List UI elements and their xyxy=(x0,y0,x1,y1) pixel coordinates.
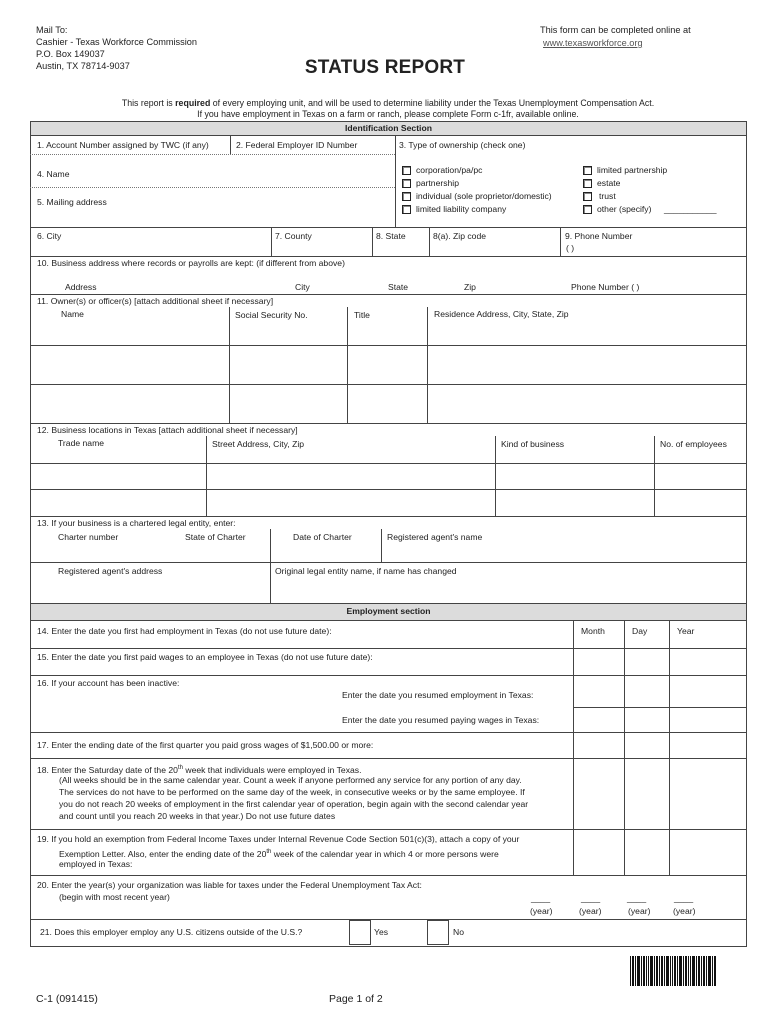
divider xyxy=(30,227,747,228)
divider xyxy=(429,227,430,257)
divider xyxy=(30,829,747,830)
charter-col-state: State of Charter xyxy=(185,532,246,542)
year-blank[interactable]: ____ xyxy=(627,893,647,903)
q19-line-3: employed in Texas: xyxy=(59,859,133,869)
year-label: (year) xyxy=(579,906,602,916)
q16-label: 16. If your account has been inactive: xyxy=(37,678,180,688)
divider xyxy=(30,489,747,490)
divider xyxy=(573,707,747,708)
divider xyxy=(230,136,231,154)
q18-superscript: th xyxy=(177,765,183,771)
field-10-label: 10. Business address where records or payrolls are kept: (if different from above) xyxy=(37,258,345,268)
owner-col-address: Residence Address, City, State, Zip xyxy=(434,309,569,319)
charter-col-date: Date of Charter xyxy=(293,532,352,542)
no-label: No xyxy=(453,927,464,937)
intro-required-bold: required xyxy=(175,98,211,108)
divider xyxy=(495,436,496,516)
q16b-label: Enter the date you resumed paying wages in Texas: xyxy=(342,715,540,725)
intro-text-part: of every employing unit, and will be used to determine liability under the Texas Unemployment Compensation Act. xyxy=(210,98,655,108)
q20-sublabel: (begin with most recent year) xyxy=(59,892,170,902)
divider xyxy=(624,758,625,829)
year-label: (year) xyxy=(530,906,553,916)
divider xyxy=(30,648,747,649)
field-6-label: 6. City xyxy=(37,231,62,241)
year-blank[interactable]: ____ xyxy=(531,893,551,903)
field-2-label: 2. Federal Employer ID Number xyxy=(236,140,358,150)
divider xyxy=(624,732,625,758)
q18-text: 18. Enter the Saturday date of the 20 xyxy=(37,764,178,775)
divider xyxy=(30,758,747,759)
divider xyxy=(573,621,574,648)
original-entity-label: Original legal entity name, if name has changed xyxy=(275,566,457,576)
owner-col-title: Title xyxy=(354,310,370,320)
field-3-label: 3. Type of ownership (check one) xyxy=(399,140,526,150)
agent-address-label: Registered agent's address xyxy=(58,566,163,576)
q18-detail-line: you do not reach 20 weeks of employment in the first calendar year of operation, begin again with the second calendar year xyxy=(59,799,529,809)
ownership-checkbox-other[interactable] xyxy=(583,205,592,214)
ownership-option-label: individual (sole proprietor/domestic) xyxy=(416,191,552,201)
q17-label: 17. Enter the ending date of the first quarter you paid gross wages of $1,500.00 or more: xyxy=(37,740,374,750)
no-checkbox[interactable] xyxy=(427,920,449,945)
identification-section-title: Identification Section xyxy=(345,123,432,133)
online-url-link[interactable]: www.texasworkforce.org xyxy=(543,38,643,48)
q19-line-1: 19. If you hold an exemption from Federal Income Taxes under Internal Revenue Code Section 501(c)(3), attach a copy of your xyxy=(37,834,520,844)
other-specify-blank[interactable]: ___________ xyxy=(664,204,717,214)
divider xyxy=(573,675,574,732)
ownership-checkbox-individual[interactable] xyxy=(402,192,411,201)
divider xyxy=(271,227,272,257)
divider xyxy=(30,562,747,563)
divider xyxy=(372,227,373,257)
divider xyxy=(30,345,747,346)
q19-text: week of the calendar year in which 4 or more persons were xyxy=(271,848,499,859)
divider xyxy=(669,675,670,732)
ownership-checkbox-trust[interactable] xyxy=(583,192,592,201)
page-title: STATUS REPORT xyxy=(304,57,466,78)
charter-col-number: Charter number xyxy=(58,532,119,542)
divider xyxy=(347,307,348,424)
field-10-city: City xyxy=(295,282,310,292)
location-col-trade-name: Trade name xyxy=(58,438,105,448)
location-col-employees: No. of employees xyxy=(660,439,727,449)
q14-year: Year xyxy=(677,626,695,636)
q14-day: Day xyxy=(632,626,648,636)
divider xyxy=(624,829,625,875)
mail-to-line: Cashier - Texas Workforce Commission xyxy=(36,37,197,47)
divider xyxy=(395,136,396,227)
year-label: (year) xyxy=(628,906,651,916)
year-blank[interactable]: ____ xyxy=(581,893,601,903)
q18-detail-line: The services do not have to be performed on the same day of the week, in consecutive weeks or by the same employee. If xyxy=(59,787,525,797)
q20-label: 20. Enter the year(s) your organization was liable for taxes under the Federal Unemployment Tax Act: xyxy=(37,880,422,890)
divider xyxy=(654,436,655,516)
location-col-kind: Kind of business xyxy=(501,439,565,449)
divider xyxy=(206,436,207,516)
ownership-checkbox-llc[interactable] xyxy=(402,205,411,214)
ownership-option-label: partnership xyxy=(416,178,459,188)
phone-parens: ( ) xyxy=(566,243,575,253)
divider xyxy=(427,307,428,424)
q21-label: 21. Does this employer employ any U.S. citizens outside of the U.S.? xyxy=(40,927,303,937)
field-8-label: 8. State xyxy=(376,231,406,241)
divider xyxy=(573,829,574,875)
ownership-checkbox-estate[interactable] xyxy=(583,179,592,188)
q18-detail-line: and count until you reach 20 weeks in that year.) Do not use future dates xyxy=(59,811,336,821)
divider xyxy=(669,648,670,675)
intro-line-2: If you have employment in Texas on a farm or ranch, please complete Form c-1fr, available online. xyxy=(197,109,579,119)
ownership-checkbox-partnership[interactable] xyxy=(402,179,411,188)
field-13-label: 13. If your business is a chartered legal entity, enter: xyxy=(37,518,236,528)
form-id: C-1 (091415) xyxy=(36,993,98,1005)
mail-to-line: Mail To: xyxy=(36,25,68,35)
yes-label: Yes xyxy=(374,927,389,937)
ownership-option-label: estate xyxy=(597,178,621,188)
q19-line-2 xyxy=(59,847,499,860)
mail-to-line: Austin, TX 78714-9037 xyxy=(36,61,130,71)
ownership-option-label: limited partnership xyxy=(597,165,668,175)
ownership-checkbox-limited-partnership[interactable] xyxy=(583,166,592,175)
divider xyxy=(30,154,395,155)
divider xyxy=(30,919,747,920)
q14-label: 14. Enter the date you first had employment in Texas (do not use future date): xyxy=(37,626,332,636)
field-7-label: 7. County xyxy=(275,231,312,241)
q14-month: Month xyxy=(581,626,605,636)
divider xyxy=(270,529,271,604)
mail-to-line: P.O. Box 149037 xyxy=(36,49,105,59)
divider xyxy=(381,529,382,562)
owner-col-name: Name xyxy=(61,309,84,319)
owner-col-ssn: Social Security No. xyxy=(235,310,308,320)
divider xyxy=(30,256,747,257)
divider xyxy=(624,675,625,732)
ownership-option-label: limited liability company xyxy=(416,204,507,214)
q18-text: week that individuals were employed in Texas. xyxy=(182,764,362,775)
divider xyxy=(30,384,747,385)
divider xyxy=(30,423,747,424)
divider xyxy=(624,621,625,648)
field-8a-label: 8(a). Zip code xyxy=(433,231,487,241)
ownership-option-label: other (specify) xyxy=(597,204,652,214)
ownership-option-label: trust xyxy=(599,191,616,201)
field-10-zip: Zip xyxy=(464,282,476,292)
q19-superscript: th xyxy=(266,849,272,855)
field-12-label: 12. Business locations in Texas [attach additional sheet if necessary] xyxy=(37,425,298,435)
page-number: Page 1 of 2 xyxy=(329,993,383,1005)
field-11-label: 11. Owner(s) or officer(s) [attach additional sheet if necessary] xyxy=(37,296,274,306)
divider xyxy=(669,621,670,648)
divider xyxy=(573,758,574,829)
field-4-label: 4. Name xyxy=(37,169,70,179)
year-blank[interactable]: ____ xyxy=(674,893,694,903)
field-10-state: State xyxy=(388,282,409,292)
q18-detail-line: (All weeks should be in the same calendar year. Count a week if anyone performed any service for any portion of any day. xyxy=(59,775,522,785)
q16a-label: Enter the date you resumed employment in Texas: xyxy=(342,690,534,700)
barcode-icon xyxy=(630,956,716,986)
field-10-phone: Phone Number ( ) xyxy=(571,282,640,292)
divider xyxy=(229,307,230,424)
field-10-address: Address xyxy=(65,282,97,292)
intro-text xyxy=(30,98,746,120)
divider xyxy=(669,758,670,829)
year-label: (year) xyxy=(673,906,696,916)
q19-text: Exemption Letter. Also, enter the ending date of the 20 xyxy=(59,848,267,859)
divider xyxy=(560,227,561,257)
divider xyxy=(30,875,747,876)
location-col-street: Street Address, City, Zip xyxy=(212,439,305,449)
divider xyxy=(30,187,395,188)
employment-section-title: Employment section xyxy=(346,606,431,616)
online-note: This form can be completed online at xyxy=(540,25,691,35)
divider xyxy=(624,648,625,675)
divider xyxy=(30,294,747,295)
intro-text-part: This report is xyxy=(121,98,176,108)
divider xyxy=(30,675,747,676)
q18-label xyxy=(37,763,361,776)
field-5-label: 5. Mailing address xyxy=(37,197,107,207)
ownership-checkbox-corporation[interactable] xyxy=(402,166,411,175)
yes-checkbox[interactable] xyxy=(349,920,371,945)
divider xyxy=(573,732,574,758)
divider xyxy=(669,829,670,875)
charter-col-agent: Registered agent's name xyxy=(387,532,483,542)
divider xyxy=(30,732,747,733)
divider xyxy=(30,516,747,517)
divider xyxy=(30,463,747,464)
q15-label: 15. Enter the date you first paid wages to an employee in Texas (do not use future date): xyxy=(37,652,373,662)
field-9-label: 9. Phone Number xyxy=(565,231,633,241)
divider xyxy=(573,648,574,675)
field-1-label: 1. Account Number assigned by TWC (if any) xyxy=(37,140,209,150)
divider xyxy=(669,732,670,758)
ownership-option-label: corporation/pa/pc xyxy=(416,165,483,175)
